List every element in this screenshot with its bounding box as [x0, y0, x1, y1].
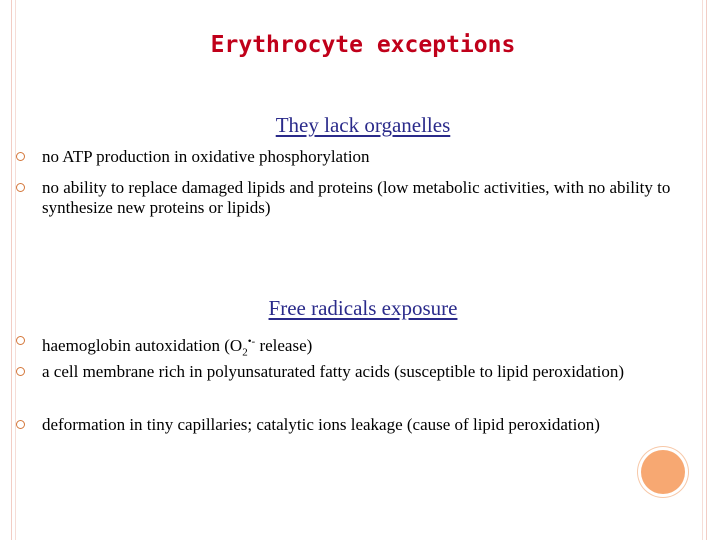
list-item-text: no ability to replace damaged lipids and proteins (low metabolic activities, with no ability to synthesize new proteins or lipids) [42, 178, 671, 217]
list-item [42, 415, 708, 435]
open-circle-bullet-icon [16, 183, 25, 192]
list-item-text: no ATP production in oxidative phosphorylation [42, 147, 370, 166]
list-item-text [42, 335, 313, 359]
list-item [42, 331, 708, 362]
section-heading-organelles: They lack organelles [275, 113, 451, 137]
orange-circle-icon [641, 450, 685, 494]
list-item-text-before: haemoglobin autoxidation (O [42, 335, 243, 355]
subscript: 2 [242, 346, 248, 359]
list-item-text: a cell membrane rich in polyunsaturated fatty acids (susceptible to lipid peroxidation) [42, 362, 625, 381]
list-item [42, 178, 708, 218]
open-circle-bullet-icon [16, 152, 25, 161]
open-circle-bullet-icon [16, 336, 25, 345]
frame-border-inner [15, 0, 703, 540]
list-item-text-after: release) [255, 335, 313, 355]
superscript: •- [247, 335, 256, 347]
open-circle-bullet-icon [16, 367, 25, 376]
list-item [42, 362, 708, 382]
list-item [42, 147, 708, 167]
open-circle-bullet-icon [16, 420, 25, 429]
section-heading-free-radicals: Free radicals exposure [268, 296, 458, 320]
list-item-text: deformation in tiny capillaries; catalytic ions leakage (cause of lipid peroxidation) [42, 415, 600, 434]
slide-title: Erythrocyte exceptions [210, 32, 516, 58]
